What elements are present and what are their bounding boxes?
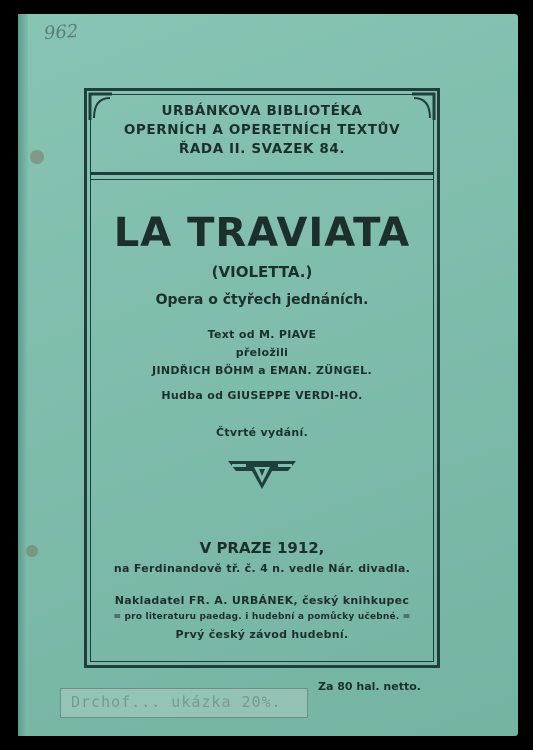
- genre-line: Opera o čtyřech jednáních.: [155, 292, 369, 308]
- book-subtitle: (VIOLETTA.): [211, 263, 313, 281]
- edition-line: Čtvrté vydání.: [215, 426, 309, 439]
- handwritten-number: 962: [43, 20, 80, 45]
- place-year: V PRAZE 1912,: [199, 539, 325, 557]
- music-by: Hudba od GIUSEPPE VERDI-HO.: [161, 389, 363, 402]
- book-spine: [18, 14, 28, 736]
- book-title: LA TRAVIATA: [113, 210, 411, 256]
- header-divider: [90, 172, 434, 180]
- publisher-line: Nakladatel FR. A. URBÁNEK, český knihkupec: [114, 594, 410, 607]
- translated-label: přeložili: [235, 346, 289, 359]
- rubber-stamp: [60, 688, 308, 718]
- price-label: Za 80 hal. netto.: [318, 680, 421, 693]
- address-line: na Ferdinandově tř. č. 4 n. vedle Nár. divadla.: [113, 562, 411, 575]
- ornament-icon: [226, 457, 298, 493]
- series-line-1: URBÁNKOVA BIBLIOTÉKA: [161, 103, 363, 119]
- rust-stain: [26, 545, 38, 557]
- series-line-3: ŘADA II. SVAZEK 84.: [178, 141, 346, 157]
- stamp-text: Drchof... ukázka 20%.: [71, 693, 282, 711]
- specialty-line: = pro literaturu paedag. i hudební a pomůcky učebné. =: [113, 612, 411, 622]
- rust-stain: [30, 150, 44, 164]
- tagline: Prvý český závod hudební.: [175, 628, 349, 641]
- text-by: Text od M. PIAVE: [207, 328, 317, 341]
- series-line-2: OPERNÍCH A OPERETNÍCH TEXTŮV: [123, 122, 401, 138]
- translators: JINDŘICH BÖHM a EMAN. ZÜNGEL.: [152, 364, 372, 377]
